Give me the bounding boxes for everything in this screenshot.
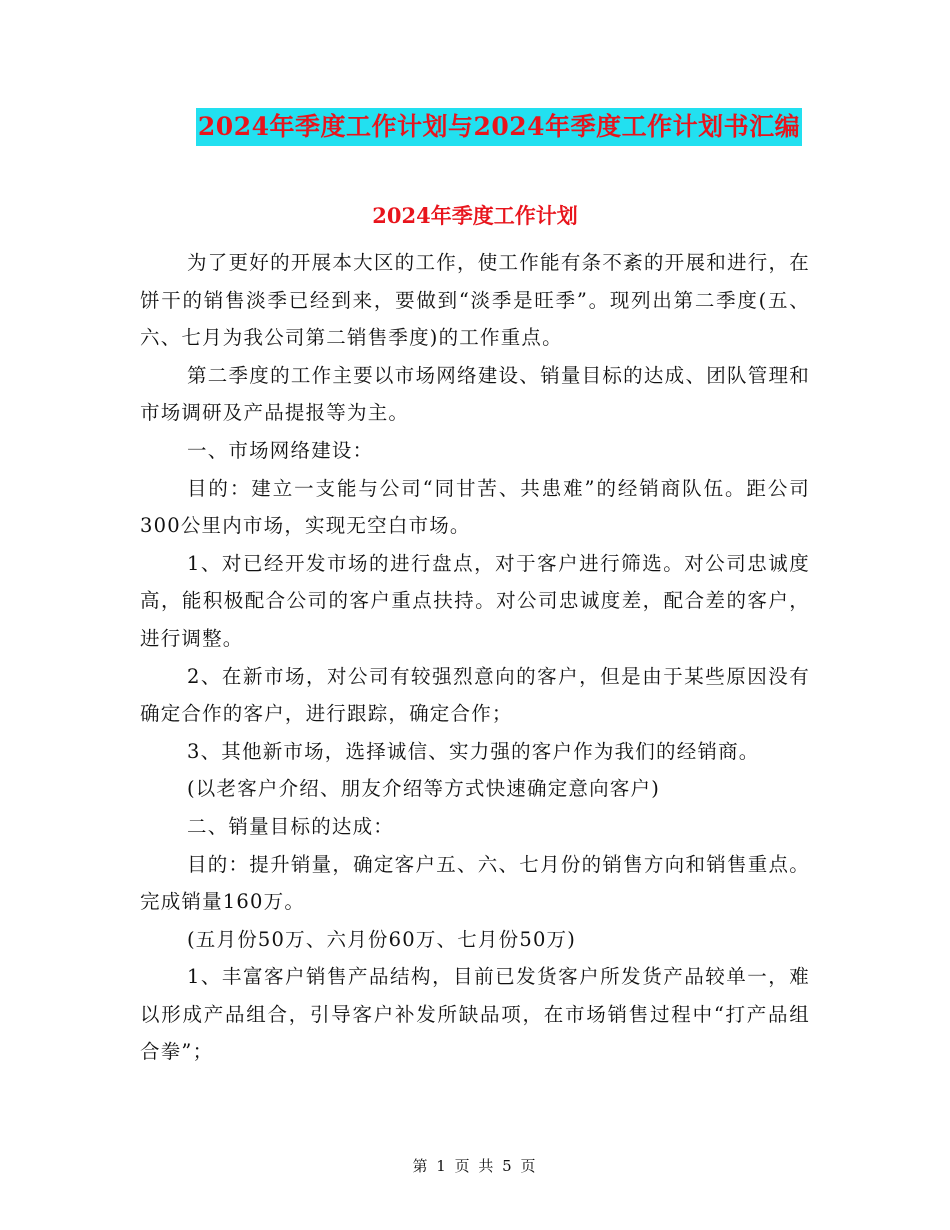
paragraph: 第二季度的工作主要以市场网络建设、销量目标的达成、团队管理和市场调研及产品提报等为主。: [140, 363, 810, 425]
list-item: 1、丰富客户销售产品结构，目前已发货客户所发货产品较单一，难以形成产品组合，引导客户补发所缺品项，在市场销售过程中“打产品组合拳”；: [140, 965, 810, 1064]
section-heading: 一、市场网络建设：: [187, 438, 374, 462]
paragraph: 为了更好的开展本大区的工作，使工作能有条不紊的开展和进行，在饼干的销售淡季已经到来，要做到“淡季是旺季”。现列出第二季度(五、六、七月为我公司第二销售季度)的工作重点。: [140, 251, 810, 350]
list-item: 3、其他新市场，选择诚信、实力强的客户作为我们的经销商。: [187, 739, 760, 763]
section-heading: 二、销量目标的达成：: [187, 814, 395, 838]
paragraph: 目的：建立一支能与公司“同甘苦、共患难”的经销商队伍。距公司300公里内市场，实现无空白市场。: [140, 476, 810, 538]
list-item: 2、在新市场，对公司有较强烈意向的客户，但是由于某些原因没有确定合作的客户，进行跟踪，确定合作；: [140, 664, 810, 726]
title-area: [0, 108, 950, 146]
paragraph: 目的：提升销量，确定客户五、六、七月份的销售方向和销售重点。完成销量160万。: [140, 852, 810, 914]
page-footer: 第 1 页 共 5 页: [412, 1157, 538, 1175]
document-body: [140, 244, 810, 1071]
document-title: 2024年季度工作计划与2024年季度工作计划书汇编: [196, 108, 802, 146]
list-item: 1、对已经开发市场的进行盘点，对于客户进行筛选。对公司忠诚度高，能积极配合公司的客户重点扶持。对公司忠诚度差，配合差的客户，进行调整。: [140, 551, 810, 650]
paragraph: (以老客户介绍、朋友介绍等方式快速确定意向客户): [187, 777, 661, 801]
section-title: 2024年季度工作计划: [372, 203, 578, 228]
paragraph: (五月份50万、六月份60万、七月份50万): [187, 927, 577, 951]
